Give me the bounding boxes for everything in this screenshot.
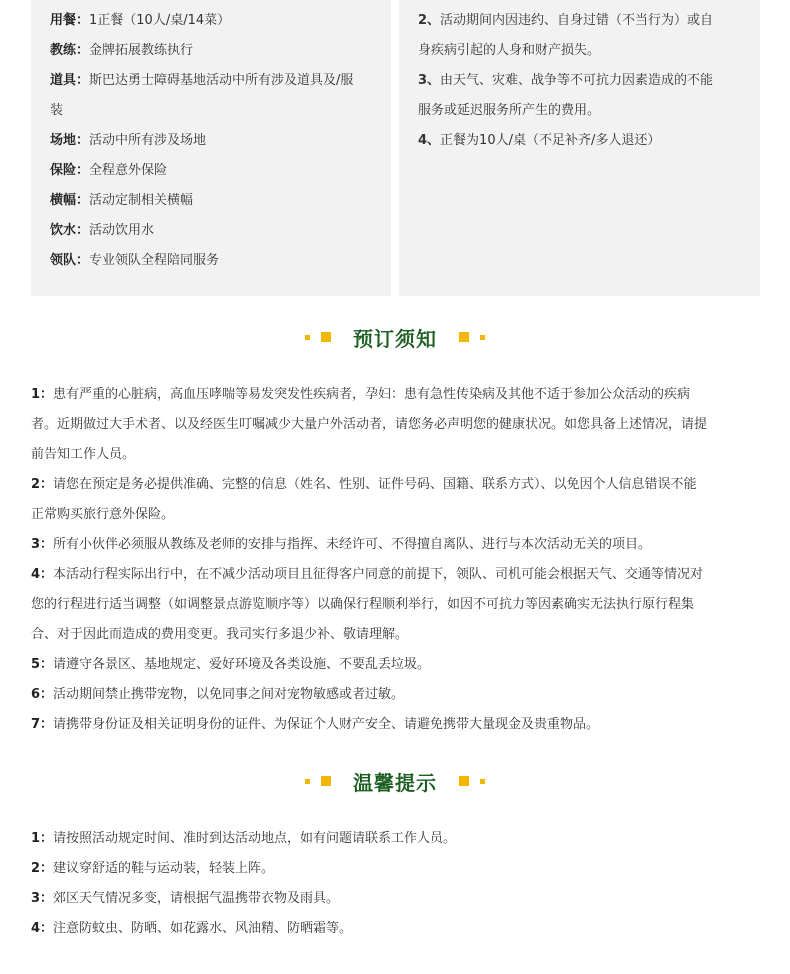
item-num: 5： [31,657,54,672]
include-row [50,186,391,216]
list-item [31,530,771,560]
item-num: 3： [31,537,54,552]
include-label: 横幅： [50,193,90,208]
exclude-text: 由天气、灾难、战争等不可抗力因素造成的不能 [440,73,714,88]
exclude-num: 4、 [418,133,441,148]
item-text: 请您在预定是务必提供准确、完整的信息（姓名、性别、证件号码、国籍、联系方式）、以免因个人信息错误不能 [53,477,697,492]
item-num: 3： [31,891,54,906]
include-text: 1正餐（10人/桌/14菜） [89,13,231,28]
item-text: 正常购买旅行意外保险。 [31,507,175,522]
item-text: 注意防蚊虫、防晒、如花露水、风油精、防晒霜等。 [53,921,353,936]
list-item [31,470,771,500]
list-item [31,824,771,854]
list-item [31,440,771,470]
decor-square-icon [305,779,310,784]
include-text: 金牌拓展教练执行 [89,43,194,58]
item-num: 1： [31,831,54,846]
item-num: 1： [31,387,54,402]
include-text: 活动中所有涉及场地 [89,133,207,148]
list-item [31,620,771,650]
list-item [31,560,771,590]
include-label: 场地： [50,133,90,148]
item-num: 4： [31,921,54,936]
include-row [50,66,391,96]
include-text: 活动定制相关横幅 [89,193,194,208]
decor-square-icon [305,335,310,340]
booking-notes-list [31,380,771,740]
include-label: 饮水： [50,223,90,238]
include-label: 教练： [50,43,90,58]
tips-section-header [0,766,790,796]
item-text: 请按照活动规定时间、准时到达活动地点，如有问题请联系工作人员。 [53,831,457,846]
exclude-row [418,6,760,36]
list-item [31,710,771,740]
exclude-row [418,36,760,66]
decor-square-icon [321,332,331,342]
include-label: 道具： [50,73,90,88]
item-text: 您的行程进行适当调整（如调整景点游览顺序等）以确保行程顺利举行，如因不可抗力等因素确实无法执行原行程集 [31,597,695,612]
include-text: 专业领队全程陪同服务 [89,253,220,268]
include-row [50,36,391,66]
include-label: 领队： [50,253,90,268]
item-text: 建议穿舒适的鞋与运动装，轻装上阵。 [53,861,275,876]
item-text: 前告知工作人员。 [31,447,136,462]
include-label: 保险： [50,163,90,178]
list-item [31,650,771,680]
include-row [50,156,391,186]
exclude-text: 正餐为10人/桌（不足补齐/多人退还） [440,133,661,148]
list-item [31,680,771,710]
decor-square-icon [480,779,485,784]
decor-square-icon [459,776,469,786]
exclude-text: 身疾病引起的人身和财产损失。 [418,43,601,58]
decor-square-icon [321,776,331,786]
item-text: 合、对于因此而造成的费用变更。我司实行多退少补、敬请理解。 [31,627,409,642]
tips-list [31,824,771,944]
exclude-text: 活动期间内因违约、自身过错（不当行为）或自 [440,13,714,28]
exclude-row [418,126,760,156]
list-item [31,590,771,620]
exclude-num: 2、 [418,13,441,28]
item-text: 请携带身份证及相关证明身份的证件、为保证个人财产安全、请避免携带大量现金及贵重物品。 [53,717,600,732]
decor-square-icon [480,335,485,340]
list-item [31,884,771,914]
item-text: 患有严重的心脏病，高血压哮喘等易发突发性疾病者，孕妇：患有急性传染病及其他不适于参加公众活动的疾病 [53,387,691,402]
item-text: 活动期间禁止携带宠物，以免同事之间对宠物敏感或者过敏。 [53,687,405,702]
list-item [31,380,771,410]
include-text: 活动饮用水 [89,223,155,238]
include-label: 用餐： [50,13,90,28]
exclude-num: 3、 [418,73,441,88]
item-num: 2： [31,477,54,492]
include-text: 装 [50,103,64,118]
fee-details [0,0,790,296]
item-text: 请遵守各景区、基地规定、爱好环境及各类设施、不要乱丢垃圾。 [53,657,431,672]
include-row [50,96,391,126]
exclude-text: 服务或延迟服务所产生的费用。 [418,103,601,118]
exclude-row [418,96,760,126]
include-row [50,246,391,276]
item-text: 所有小伙伴必须服从教练及老师的安排与指挥、未经许可、不得擅自离队、进行与本次活动无关的项目。 [53,537,652,552]
item-text: 者。近期做过大手术者、以及经医生叮嘱减少大量户外活动者，请您务必声明您的健康状况。如您具备上述情况，请提 [31,417,708,432]
include-row [50,126,391,156]
item-num: 2： [31,861,54,876]
fee-includes-box [31,0,391,296]
item-num: 4： [31,567,54,582]
include-text: 全程意外保险 [89,163,168,178]
include-row [50,6,391,36]
section-title: 预订须知 [353,326,437,351]
item-num: 7： [31,717,54,732]
exclude-row [418,66,760,96]
item-text: 本活动行程实际出行中，在不减少活动项目且征得客户同意的前提下，领队、司机可能会根据天气、交通等情况对 [53,567,704,582]
list-item [31,500,771,530]
item-num: 6： [31,687,54,702]
booking-section-header [0,322,790,352]
decor-square-icon [459,332,469,342]
fee-excludes-box [399,0,760,296]
list-item [31,854,771,884]
list-item [31,410,771,440]
item-text: 郊区天气情况多变，请根据气温携带衣物及雨具。 [53,891,340,906]
section-title: 温馨提示 [353,770,437,795]
include-row [50,216,391,246]
list-item [31,914,771,944]
include-text: 斯巴达勇士障碍基地活动中所有涉及道具及/服 [89,73,354,88]
